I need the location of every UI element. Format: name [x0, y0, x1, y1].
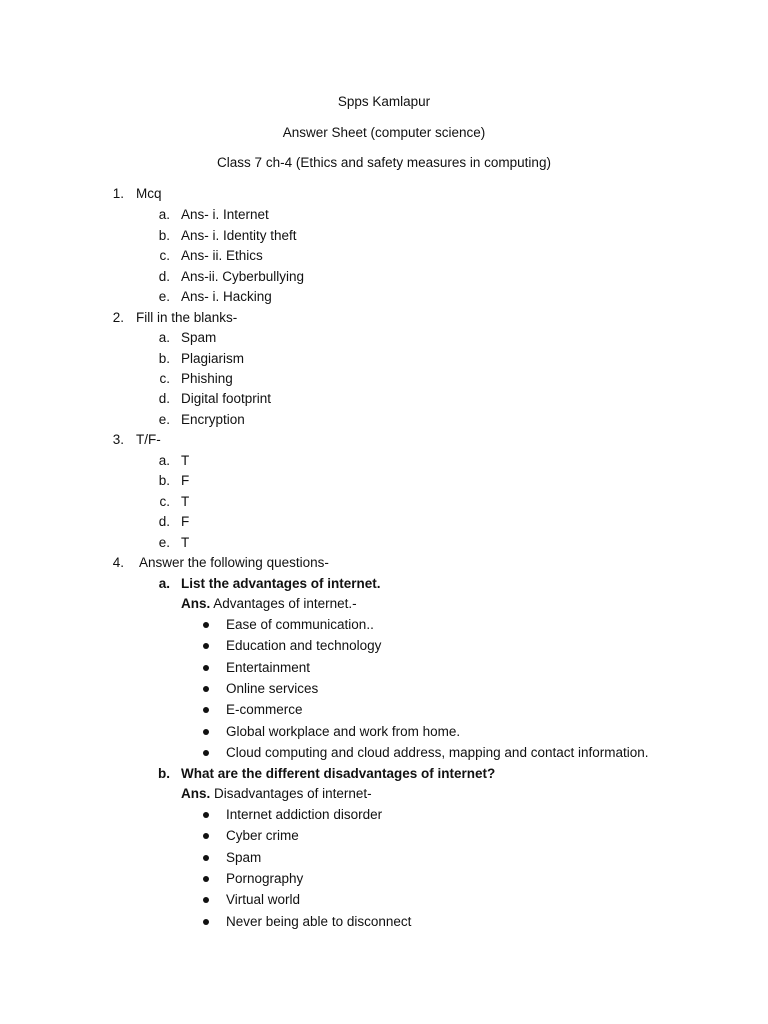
- answer-label: Ans.: [181, 786, 211, 801]
- answer-intro: Advantages of internet.-: [210, 596, 357, 611]
- q3-item-marker: a.: [158, 453, 170, 468]
- answer-intro: Disadvantages of internet-: [210, 786, 372, 801]
- q1-item-marker: a.: [158, 207, 170, 222]
- q3-item-marker: c.: [159, 494, 170, 509]
- q4a-answer-line: [181, 595, 357, 613]
- q2-item-text: Digital footprint: [181, 391, 272, 406]
- q1-item-text: Ans- ii. Ethics: [181, 248, 263, 263]
- bullet-icon: [203, 665, 209, 671]
- bullet-icon: [203, 833, 209, 839]
- q2-item-marker: a.: [158, 330, 170, 345]
- q3-item-marker: d.: [158, 514, 170, 529]
- bullet-icon: [203, 812, 209, 818]
- q2-item-text: Phishing: [181, 371, 233, 386]
- bullet-icon: [203, 729, 209, 735]
- q1-item-text: Ans- i. Internet: [181, 207, 269, 222]
- q3-item-text: F: [181, 473, 190, 488]
- document-title: Answer Sheet (computer science): [282, 125, 486, 140]
- bullet-item: Internet addiction disorder: [226, 807, 383, 822]
- q4a-question: List the advantages of internet.: [181, 576, 381, 591]
- q2-item-marker: e.: [158, 412, 170, 427]
- q2-item-text: Plagiarism: [181, 351, 245, 366]
- q1-item-text: Ans-ii. Cyberbullying: [181, 269, 305, 284]
- bullet-item: Global workplace and work from home.: [226, 724, 461, 739]
- q3-item-text: T: [181, 535, 190, 550]
- q4-number: 4.: [112, 555, 124, 570]
- q3-item-marker: e.: [158, 535, 170, 550]
- q1-item-text: Ans- i. Identity theft: [181, 228, 297, 243]
- bullet-item: Online services: [226, 681, 319, 696]
- q1-number: 1.: [112, 186, 124, 201]
- q2-item-text: Encryption: [181, 412, 245, 427]
- q1-title: Mcq: [136, 186, 162, 201]
- bullet-item: E-commerce: [226, 702, 303, 717]
- q3-number: 3.: [112, 432, 124, 447]
- bullet-item: Pornography: [226, 871, 304, 886]
- school-name: Spps Kamlapur: [337, 94, 431, 109]
- bullet-icon: [203, 707, 209, 713]
- bullet-icon: [203, 876, 209, 882]
- q2-title: Fill in the blanks-: [136, 310, 238, 325]
- bullet-icon: [203, 897, 209, 903]
- bullet-item: Education and technology: [226, 638, 382, 653]
- q2-item-marker: b.: [158, 351, 170, 366]
- q4-title: Answer the following questions-: [139, 555, 329, 570]
- bullet-item: Entertainment: [226, 660, 311, 675]
- bullet-icon: [203, 622, 209, 628]
- q1-item-text: Ans- i. Hacking: [181, 289, 272, 304]
- document-subtitle: Class 7 ch-4 (Ethics and safety measures in computing): [217, 155, 551, 170]
- bullet-item: Ease of communication..: [226, 617, 374, 632]
- q3-title: T/F-: [136, 432, 161, 447]
- bullet-icon: [203, 750, 209, 756]
- bullet-item: Cloud computing and cloud address, mapping and contact information.: [226, 745, 649, 760]
- q2-item-marker: c.: [159, 371, 170, 386]
- q1-item-marker: b.: [158, 228, 170, 243]
- q2-item-text: Spam: [181, 330, 217, 345]
- q4b-question: What are the different disadvantages of internet?: [181, 766, 496, 781]
- q4b-answer-line: [181, 785, 372, 803]
- q1-item-marker: d.: [158, 269, 170, 284]
- q1-item-marker: c.: [159, 248, 170, 263]
- q2-number: 2.: [112, 310, 124, 325]
- bullet-icon: [203, 686, 209, 692]
- q3-item-text: T: [181, 494, 190, 509]
- bullet-icon: [203, 855, 209, 861]
- q4a-marker: a.: [158, 576, 170, 591]
- q2-item-marker: d.: [158, 391, 170, 406]
- q4b-marker: b.: [158, 766, 170, 781]
- bullet-item: Virtual world: [226, 892, 301, 907]
- bullet-icon: [203, 919, 209, 925]
- q3-item-text: F: [181, 514, 190, 529]
- answer-label: Ans.: [181, 596, 211, 611]
- bullet-item: Cyber crime: [226, 828, 299, 843]
- bullet-item: Spam: [226, 850, 262, 865]
- bullet-item: Never being able to disconnect: [226, 914, 412, 929]
- bullet-icon: [203, 643, 209, 649]
- q1-item-marker: e.: [158, 289, 170, 304]
- q3-item-text: T: [181, 453, 190, 468]
- q3-item-marker: b.: [158, 473, 170, 488]
